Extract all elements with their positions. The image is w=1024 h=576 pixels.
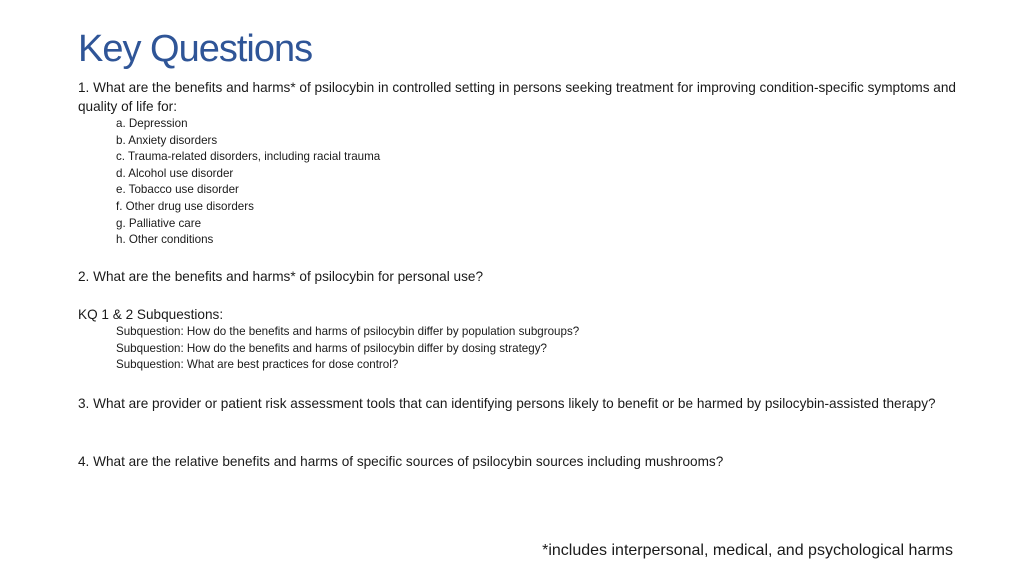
key-question-3: 3. What are provider or patient risk assessment tools that can identifying persons likely to benefit or be harmed by psilocybin-assisted therapy? — [78, 396, 936, 411]
condition-item: a. Depression — [116, 117, 188, 130]
key-question-1-conditions — [116, 116, 380, 249]
condition-item: b. Anxiety disorders — [116, 133, 218, 147]
subquestions-list — [116, 324, 579, 374]
key-question-1: 1. What are the benefits and harms* of psilocybin in controlled setting in persons seeking treatment for improving condition-specific symptoms and quality of life for: — [78, 80, 956, 114]
condition-item: f. Other drug use disorders — [116, 199, 254, 213]
condition-item: g. Palliative care — [116, 216, 202, 230]
key-question-4: 4. What are the relative benefits and harms of specific sources of psilocybin sources including mushrooms? — [78, 454, 724, 469]
subquestion-item: Subquestion: How do the benefits and harms of psilocybin differ by population subgroups? — [116, 325, 580, 338]
condition-item: c. Trauma-related disorders, including racial trauma — [116, 150, 381, 164]
key-question-2: 2. What are the benefits and harms* of psilocybin for personal use? — [78, 269, 484, 284]
subquestion-item: Subquestion: How do the benefits and harms of psilocybin differ by dosing strategy? — [116, 341, 547, 355]
footnote: *includes interpersonal, medical, and psychological harms — [542, 542, 953, 559]
condition-item: h. Other conditions — [116, 233, 214, 247]
condition-item: d. Alcohol use disorder — [116, 166, 234, 180]
slide-title: Key Questions — [78, 28, 313, 70]
subquestions-heading: KQ 1 & 2 Subquestions: — [78, 307, 224, 322]
subquestion-item: Subquestion: What are best practices for dose control? — [116, 358, 399, 372]
condition-item: e. Tobacco use disorder — [116, 183, 239, 197]
